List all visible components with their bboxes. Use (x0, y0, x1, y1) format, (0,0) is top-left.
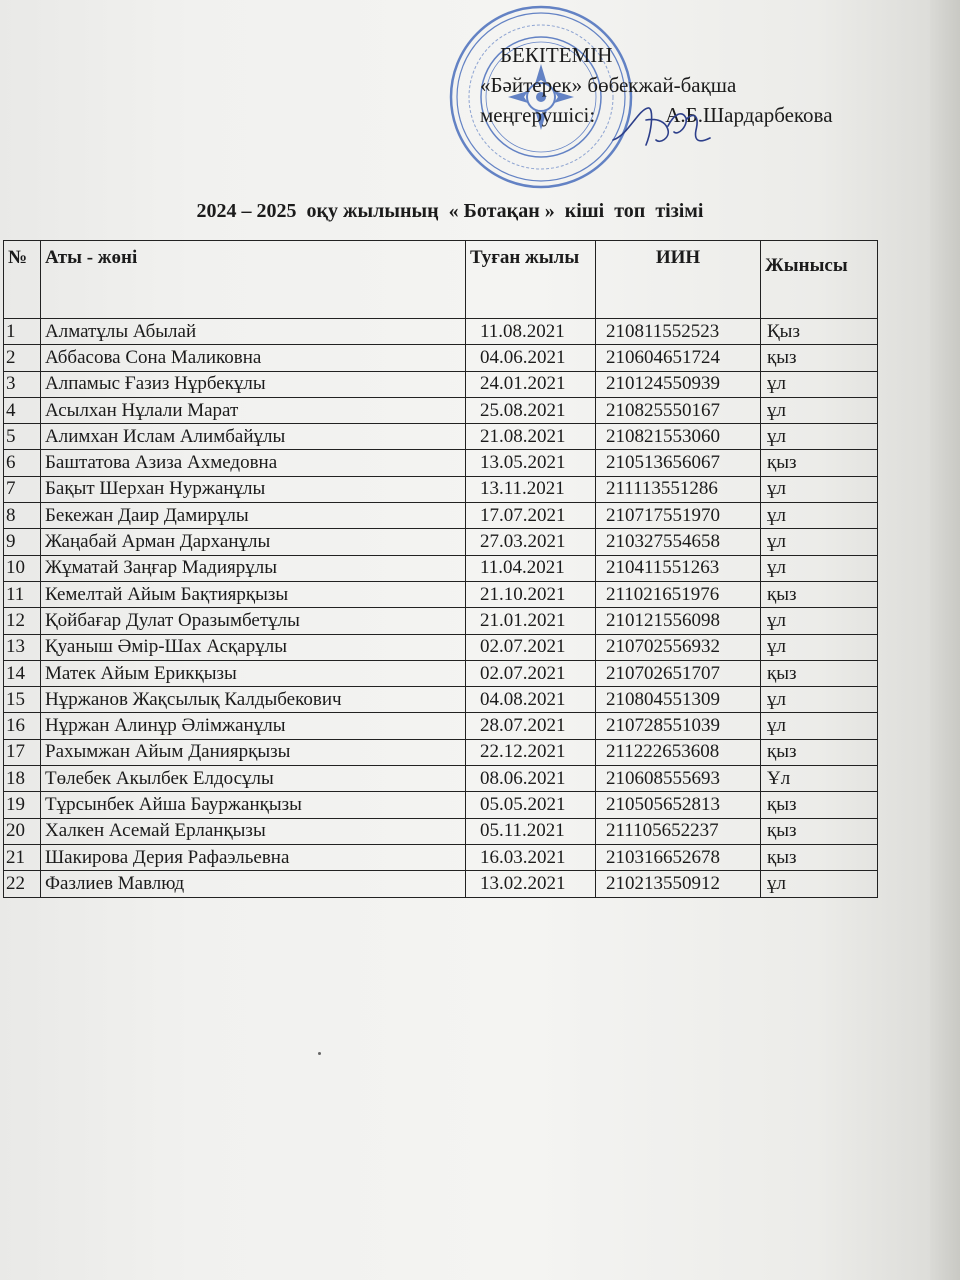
child-name: Рахымжан Айым Даниярқызы (41, 739, 466, 765)
table-row (4, 345, 878, 371)
child-name: Асылхан Нұлали Марат (41, 397, 466, 423)
row-number: 19 (4, 792, 41, 818)
gender: ұл (761, 634, 878, 660)
table-row (4, 766, 878, 792)
birth-date: 22.12.2021 (466, 739, 596, 765)
gender: ұл (761, 476, 878, 502)
birth-date: 13.11.2021 (466, 476, 596, 502)
gender: Қыз (761, 319, 878, 345)
table-row (4, 371, 878, 397)
table-row (4, 792, 878, 818)
child-name: Төлебек Акылбек Елдосұлы (41, 766, 466, 792)
gender: қыз (761, 844, 878, 870)
row-number: 8 (4, 503, 41, 529)
child-name: Алпамыс Ғазиз Нұрбекұлы (41, 371, 466, 397)
child-name: Жаңабай Арман Дарханұлы (41, 529, 466, 555)
child-name: Кемелтай Айым Бақтиярқызы (41, 581, 466, 607)
table-row (4, 476, 878, 502)
organization-name: «Бәйтерек» бөбекжай-бақша (480, 73, 737, 97)
birth-date: 24.01.2021 (466, 371, 596, 397)
row-number: 2 (4, 345, 41, 371)
birth-date: 05.05.2021 (466, 792, 596, 818)
table-row (4, 739, 878, 765)
iin-number: 211105652237 (596, 818, 761, 844)
row-number: 1 (4, 319, 41, 345)
table-row (4, 608, 878, 634)
iin-number: 210121556098 (596, 608, 761, 634)
birth-date: 13.05.2021 (466, 450, 596, 476)
children-roster-table (3, 240, 878, 898)
gender: қыз (761, 792, 878, 818)
iin-number: 210608555693 (596, 766, 761, 792)
gender: қыз (761, 581, 878, 607)
director-position: меңгерушісі: (480, 103, 596, 127)
row-number: 13 (4, 634, 41, 660)
iin-number: 210825550167 (596, 397, 761, 423)
iin-number: 211113551286 (596, 476, 761, 502)
header-gender: Жынысы (761, 241, 878, 319)
birth-date: 21.10.2021 (466, 581, 596, 607)
handwritten-signature-icon (608, 100, 718, 160)
child-name: Тұрсынбек Айша Бауржанқызы (41, 792, 466, 818)
birth-date: 05.11.2021 (466, 818, 596, 844)
row-number: 18 (4, 766, 41, 792)
gender: қыз (761, 660, 878, 686)
row-number: 12 (4, 608, 41, 634)
gender: ұл (761, 424, 878, 450)
header-number: № (4, 241, 41, 319)
iin-number: 210717551970 (596, 503, 761, 529)
birth-date: 25.08.2021 (466, 397, 596, 423)
table-row (4, 529, 878, 555)
table-row (4, 319, 878, 345)
gender: ұл (761, 397, 878, 423)
iin-number: 210327554658 (596, 529, 761, 555)
table-row (4, 503, 878, 529)
row-number: 21 (4, 844, 41, 870)
row-number: 16 (4, 713, 41, 739)
row-number: 4 (4, 397, 41, 423)
table-row (4, 634, 878, 660)
child-name: Бекежан Даир Дамирұлы (41, 503, 466, 529)
birth-date: 21.08.2021 (466, 424, 596, 450)
gender: ұл (761, 529, 878, 555)
header-full-name: Аты - жөні (41, 241, 466, 319)
child-name: Матек Айым Ерикқызы (41, 660, 466, 686)
paper-shadow (930, 0, 960, 1280)
iin-number: 211021651976 (596, 581, 761, 607)
gender: ұл (761, 608, 878, 634)
table-row (4, 818, 878, 844)
iin-number: 210702556932 (596, 634, 761, 660)
birth-date: 13.02.2021 (466, 871, 596, 897)
iin-number: 210213550912 (596, 871, 761, 897)
child-name: Алматұлы Абылай (41, 319, 466, 345)
child-name: Баштатова Азиза Ахмедовна (41, 450, 466, 476)
row-number: 6 (4, 450, 41, 476)
table-row (4, 555, 878, 581)
header-birth-date: Туған жылы (466, 241, 596, 319)
birth-date: 17.07.2021 (466, 503, 596, 529)
iin-number: 210811552523 (596, 319, 761, 345)
gender: қыз (761, 450, 878, 476)
birth-date: 04.06.2021 (466, 345, 596, 371)
table-row (4, 424, 878, 450)
child-name: Қуаныш Әмір-Шах Асқарұлы (41, 634, 466, 660)
iin-number: 210316652678 (596, 844, 761, 870)
approval-heading: БЕКІТЕМІН (500, 43, 613, 67)
iin-number: 210702651707 (596, 660, 761, 686)
row-number: 9 (4, 529, 41, 555)
row-number: 7 (4, 476, 41, 502)
row-number: 5 (4, 424, 41, 450)
row-number: 11 (4, 581, 41, 607)
birth-date: 21.01.2021 (466, 608, 596, 634)
gender: ұл (761, 713, 878, 739)
iin-number: 210821553060 (596, 424, 761, 450)
header-iin: ИИН (596, 241, 761, 319)
birth-date: 02.07.2021 (466, 660, 596, 686)
child-name: Халкен Асемай Ерланқызы (41, 818, 466, 844)
table-row (4, 687, 878, 713)
birth-date: 08.06.2021 (466, 766, 596, 792)
child-name: Бақыт Шерхан Нуржанұлы (41, 476, 466, 502)
table-row (4, 844, 878, 870)
gender: қыз (761, 345, 878, 371)
iin-number: 210804551309 (596, 687, 761, 713)
table-row (4, 581, 878, 607)
child-name: Нұржан Алинұр Әлімжанұлы (41, 713, 466, 739)
row-number: 3 (4, 371, 41, 397)
child-name: Алимхан Ислам Алимбайұлы (41, 424, 466, 450)
table-header-row (4, 241, 878, 319)
child-name: Қойбағар Дулат Оразымбетұлы (41, 608, 466, 634)
child-name: Фазлиев Мавлюд (41, 871, 466, 897)
paper-speck (318, 1052, 321, 1055)
child-name: Нұржанов Жақсылық Калдыбекович (41, 687, 466, 713)
gender: ұл (761, 503, 878, 529)
table-row (4, 450, 878, 476)
gender: қыз (761, 818, 878, 844)
table-row (4, 713, 878, 739)
birth-date: 27.03.2021 (466, 529, 596, 555)
row-number: 14 (4, 660, 41, 686)
director-name: А.Б.Шардарбекова (665, 103, 833, 127)
birth-date: 16.03.2021 (466, 844, 596, 870)
gender: Ұл (761, 766, 878, 792)
child-name: Жұматай Заңғар Мадиярұлы (41, 555, 466, 581)
birth-date: 04.08.2021 (466, 687, 596, 713)
row-number: 17 (4, 739, 41, 765)
child-name: Аббасова Сона Маликовна (41, 345, 466, 371)
child-name: Шакирова Дерия Рафаэльевна (41, 844, 466, 870)
gender: ұл (761, 871, 878, 897)
row-number: 22 (4, 871, 41, 897)
table-row (4, 397, 878, 423)
iin-number: 210604651724 (596, 345, 761, 371)
document-title: 2024 – 2025 оқу жылының « Ботақан » кіші топ тізімі (196, 200, 704, 222)
iin-number: 210728551039 (596, 713, 761, 739)
row-number: 10 (4, 555, 41, 581)
row-number: 20 (4, 818, 41, 844)
table-row (4, 871, 878, 897)
table-body (4, 319, 878, 898)
gender: қыз (761, 739, 878, 765)
gender: ұл (761, 687, 878, 713)
iin-number: 210513656067 (596, 450, 761, 476)
iin-number: 211222653608 (596, 739, 761, 765)
birth-date: 28.07.2021 (466, 713, 596, 739)
table-row (4, 660, 878, 686)
row-number: 15 (4, 687, 41, 713)
gender: ұл (761, 555, 878, 581)
gender: ұл (761, 371, 878, 397)
iin-number: 210411551263 (596, 555, 761, 581)
birth-date: 11.04.2021 (466, 555, 596, 581)
iin-number: 210124550939 (596, 371, 761, 397)
birth-date: 02.07.2021 (466, 634, 596, 660)
birth-date: 11.08.2021 (466, 319, 596, 345)
iin-number: 210505652813 (596, 792, 761, 818)
